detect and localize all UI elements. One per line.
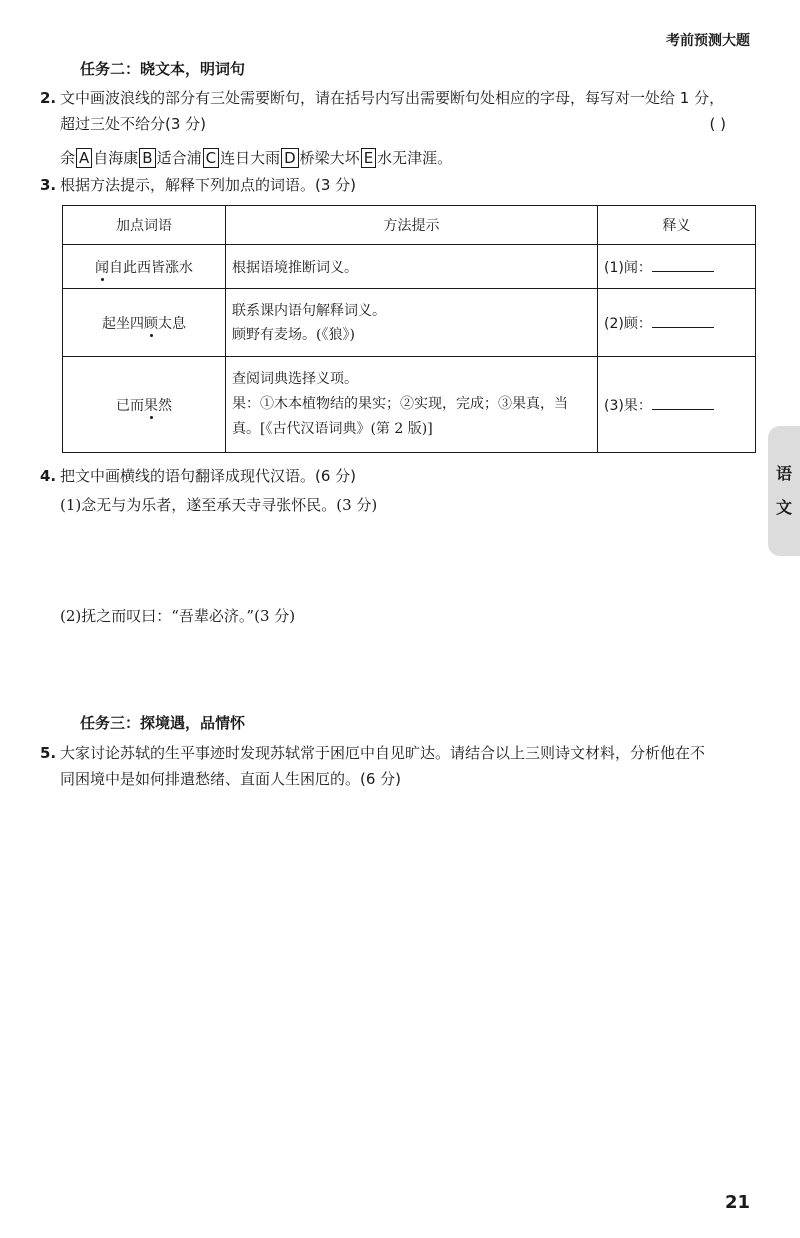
answer-label: (3)果： [604, 397, 652, 414]
page-number: 21 [724, 1192, 750, 1213]
question-2-sentence [40, 145, 756, 171]
question-2-number: 2. [40, 89, 57, 107]
answer-blank[interactable] [652, 313, 714, 328]
table-header-hint: 方法提示 [226, 206, 598, 245]
question-4-sub1: (1)念无与为乐者，遂至承天寺寻张怀民。(3 分) [60, 496, 378, 514]
table-cell-answer [598, 357, 756, 453]
question-5-text-line1: 大家讨论苏轼的生平事迹时发现苏轼常于困厄中自见旷达。请结合以上三则诗文材料，分析他在不 [60, 744, 706, 762]
hint-line: 根据语境推断词义。 [232, 259, 358, 276]
answer-blank[interactable] [652, 257, 714, 272]
word-text: 自此西皆涨水 [109, 259, 193, 276]
dotted-char: 闻 [95, 259, 109, 276]
sentence-segment: 适合浦 [156, 149, 202, 167]
table-cell-hint [226, 289, 598, 357]
subject-side-tab [768, 426, 800, 556]
answer-label: (2)顾： [604, 315, 652, 332]
word-text: 起坐四 [102, 315, 144, 332]
sentence-segment: 连日大雨 [220, 149, 281, 167]
question-2 [40, 85, 756, 171]
question-5-number: 5. [40, 744, 57, 762]
table-cell-word [63, 357, 226, 453]
table-cell-word [63, 289, 226, 357]
table-cell-answer [598, 245, 756, 289]
table-header-meaning: 释义 [598, 206, 756, 245]
table-row [63, 245, 756, 289]
sentence-segment: 桥梁大坏 [299, 149, 360, 167]
side-tab-char: 语 [775, 464, 792, 483]
table-cell-word [63, 245, 226, 289]
question-4-number: 4. [40, 467, 57, 485]
break-option-b[interactable]: B [139, 148, 155, 168]
question-2-text-line1: 文中画波浪线的部分有三处需要断句，请在括号内写出需要断句处相应的字母，每写对一处给 1 分， [60, 89, 725, 107]
break-option-d[interactable]: D [281, 148, 299, 168]
header-title: 考前预测大题 [666, 33, 750, 49]
question-2-answer-paren[interactable]: ( ) [709, 115, 726, 133]
question-4 [40, 463, 756, 518]
hint-line: 顾野有麦场。(《狼》) [232, 326, 355, 343]
task2-title: 任务二：晓文本，明词句 [80, 60, 246, 78]
break-option-a[interactable]: A [76, 148, 92, 168]
task3-title: 任务三：探境遇，品情怀 [80, 714, 246, 732]
table-row [63, 357, 756, 453]
table-cell-hint [226, 245, 598, 289]
word-text: 已而 [116, 397, 144, 414]
question-4-sub2: (2)抚之而叹曰：“吾辈必济。”(3 分) [60, 607, 296, 625]
hint-line: 联系课内语句解释词义。 [232, 302, 386, 319]
answer-label: (1)闻： [604, 259, 652, 276]
question-3 [40, 172, 756, 198]
hint-line: 真。[《古代汉语词典》(第 2 版)] [232, 421, 433, 437]
table-cell-hint [226, 357, 598, 453]
question-3-number: 3. [40, 176, 57, 194]
word-text: 然 [158, 397, 172, 414]
break-option-e[interactable]: E [361, 148, 376, 168]
question-2-text-line2: 超过三处不给分(3 分) [60, 115, 207, 133]
method-table [62, 205, 756, 453]
table-cell-answer [598, 289, 756, 357]
break-option-c[interactable]: C [203, 148, 219, 168]
question-5-text-line2: 同困境中是如何排遣愁绪、直面人生困厄的。(6 分) [60, 770, 402, 788]
sentence-segment: 自海康 [93, 149, 139, 167]
answer-blank[interactable] [652, 395, 714, 410]
question-4-text: 把文中画横线的语句翻译成现代汉语。(6 分) [60, 467, 357, 485]
hint-line: 查阅词典选择义项。 [232, 371, 358, 387]
table-header-row [63, 206, 756, 245]
table-header-word: 加点词语 [63, 206, 226, 245]
dotted-char: 顾 [144, 315, 158, 332]
question-3-text: 根据方法提示，解释下列加点的词语。(3 分) [60, 176, 357, 194]
sentence-segment: 水无津涯。 [377, 149, 453, 167]
side-tab-char: 文 [775, 498, 792, 517]
hint-line: 果：①木本植物结的果实；②实现，完成；③果真，当 [232, 396, 568, 412]
question-5 [40, 740, 756, 792]
word-text: 太息 [158, 315, 186, 332]
sentence-segment: 余 [60, 149, 76, 167]
table-row [63, 289, 756, 357]
dotted-char: 果 [144, 397, 158, 414]
